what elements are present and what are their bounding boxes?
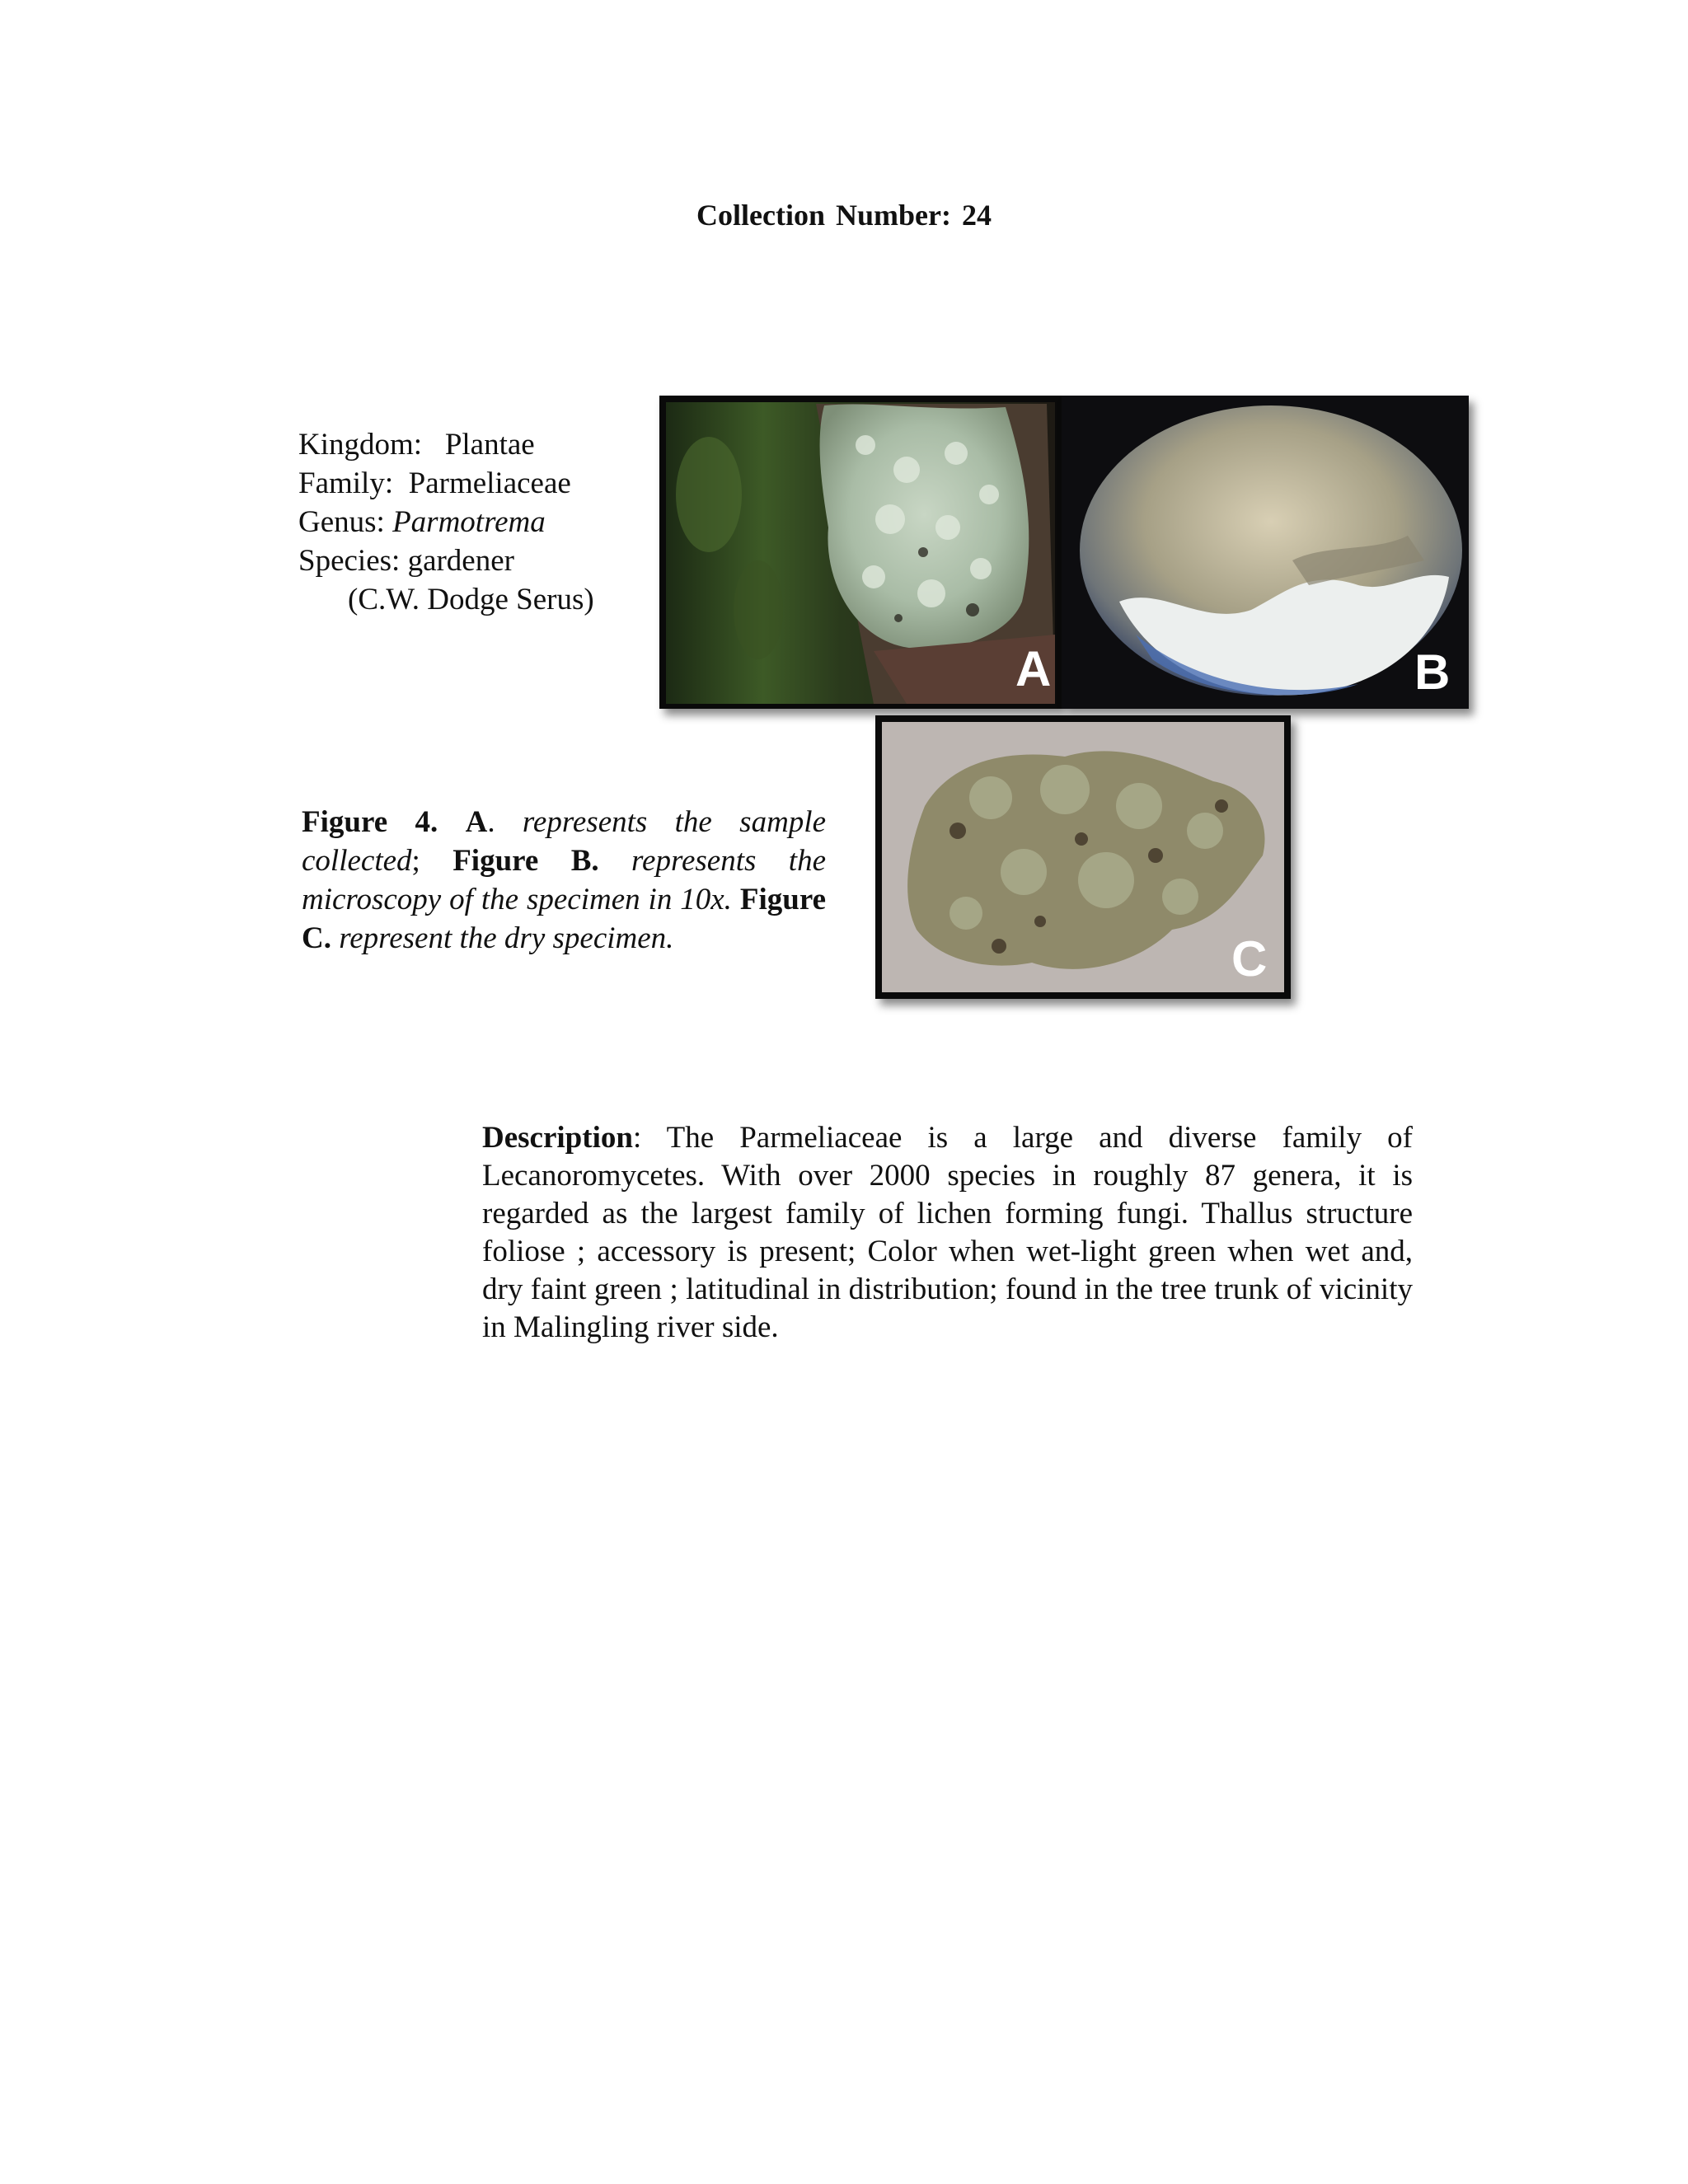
figure-caption: Figure 4. A. represents the sample collected; Figure B. represents the microscopy of the specimen in 10x. Figure C. represent the dry specimen. <box>302 805 827 955</box>
figure-a-label: A <box>1015 641 1052 696</box>
genus-value: Parmotrema <box>392 505 546 539</box>
figure-b-label: B <box>1414 644 1451 700</box>
description-paragraph: Description: The Parmeliaceae is a large and diverse family of Lecanoromycetes. With over 2000 species in roughly 87 genera, it is regarded as the largest family of lichen forming fungi. Thallus structure foliose ; accessory is present; Color when wet-light green when wet and, dry faint green ; latitudinal in distribution; found in the tree trunk of vicinity in Malingling river side. <box>482 1121 1413 1344</box>
family-value: Parmeliaceae <box>408 466 571 500</box>
figure-b-photo <box>1062 396 1469 709</box>
species-authority: (C.W. Dodge Serus) <box>348 583 594 616</box>
dry-specimen-image <box>875 715 1291 999</box>
figure-c-photo <box>875 715 1291 999</box>
caption-a-text: represents the sample collected <box>302 805 827 878</box>
species-line <box>298 541 594 580</box>
species-value: gardener <box>407 544 514 578</box>
kingdom-value: Plantae <box>444 428 535 462</box>
lichen-trunk-image <box>659 396 1062 709</box>
caption-a-ref: A <box>465 805 488 839</box>
family-label: Family: <box>298 466 394 500</box>
figure-c-label: C <box>1231 931 1268 987</box>
genus-line <box>298 503 594 541</box>
microscopy-image <box>1062 396 1469 709</box>
family-line <box>298 464 594 503</box>
genus-label: Genus: <box>298 505 385 539</box>
kingdom-line <box>298 425 594 464</box>
taxonomy-block <box>298 425 594 619</box>
species-label: Species: <box>298 544 401 578</box>
caption-c-ref: Figure C. <box>302 883 827 955</box>
caption-c-text: represent the dry specimen. <box>339 921 674 955</box>
description-label: Description <box>482 1121 633 1155</box>
figure-a-photo <box>659 396 1062 709</box>
caption-b-text: represents the microscopy of the specimen in 10x. <box>302 844 826 916</box>
description-text: The Parmeliaceae is a large and diverse family of Lecanoromycetes. With over 2000 species in roughly 87 genera, it is regarded as the largest family of lichen forming fungi. Thallus structure foliose ; accessory is present; Color when wet-light green when wet and, dry faint green ; latitudinal in distribution; found in the tree trunk of vicinity in Malingling river side. <box>482 1121 1413 1344</box>
caption-figure-number: Figure 4. <box>302 805 438 839</box>
caption-b-ref: Figure B. <box>452 844 599 878</box>
page-title: Collection Number: 24 <box>696 199 992 232</box>
kingdom-label: Kingdom: <box>298 428 423 462</box>
